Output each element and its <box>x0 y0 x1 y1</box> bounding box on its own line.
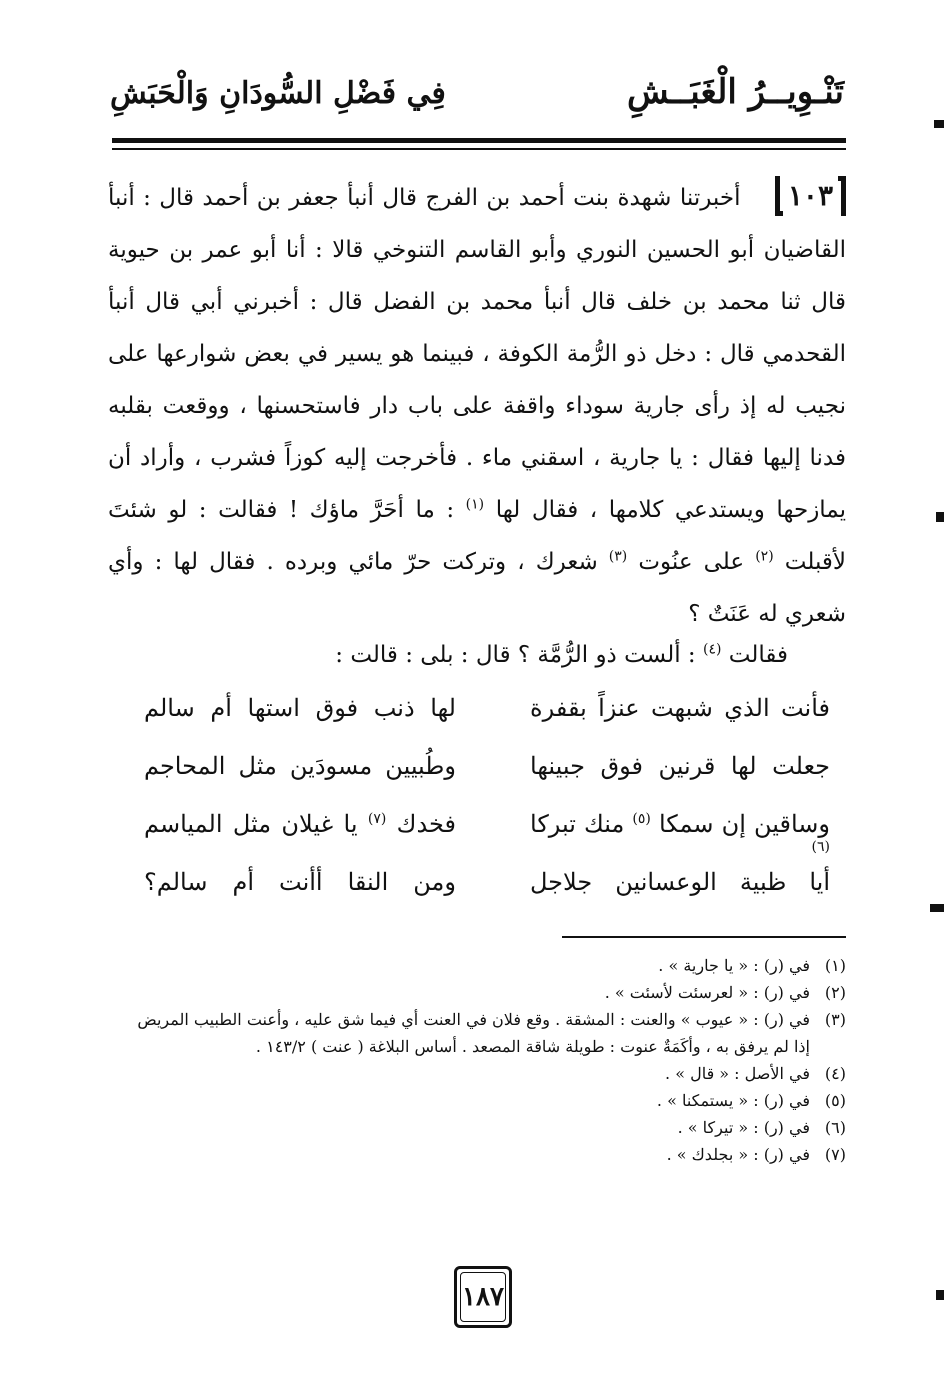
footnote-mark-7: (٧) <box>367 811 387 827</box>
scan-edge-mark <box>936 512 944 522</box>
page-number: ١٨٧ <box>454 1266 512 1328</box>
footnote-text: في (ر) : « بجلدك » . <box>666 1145 810 1164</box>
book-subtitle: فِي فَضْلِ السُّودَانِ وَالْحَبَشِ <box>110 76 446 111</box>
verse-text: وساقين إن سمكا <box>658 810 830 838</box>
poem-verse <box>120 752 830 810</box>
poem-verse <box>120 868 830 926</box>
footnote-text: في (ر) : « يا جارية » . <box>658 956 810 975</box>
paragraph-part-4: شعرك ، وتركت حرّ مائي وبرده . فقال لها : وأي شعري له عَنَتٌ ؟ <box>108 549 846 627</box>
verse-text: فخدك <box>396 810 456 838</box>
poem-intro-start: فقالت <box>728 642 788 668</box>
footnote-mark-4: (٤) <box>702 641 722 658</box>
verse-second-hemistich <box>144 810 456 838</box>
verse-text: منك تبركا <box>530 810 625 838</box>
footnote <box>120 1060 846 1087</box>
footnote-number: (٣) <box>824 1010 846 1029</box>
scan-edge-mark <box>930 904 944 912</box>
scan-edge-mark <box>936 1290 944 1300</box>
verse-first-hemistich <box>530 810 830 866</box>
verse-first-hemistich: أيا ظبية الوعسانين جلاجل <box>530 868 830 896</box>
scan-edge-mark <box>934 120 944 128</box>
poem-verse <box>120 810 830 868</box>
header-rule-thin <box>112 148 846 150</box>
footnote <box>120 1006 846 1060</box>
footnote <box>120 1141 846 1168</box>
footnote-number: (٤) <box>824 1064 846 1083</box>
footnote <box>120 1114 846 1141</box>
book-title: تَنْـوِيــرُ الْغَبَــشِ <box>627 72 844 112</box>
footnotes <box>120 952 846 1168</box>
verse-second-hemistich: ومن النقا أأنت أم سالم؟ <box>144 868 456 896</box>
verse-first-hemistich: جعلت لها قرنين فوق جبينها <box>530 752 830 780</box>
footnote-text: في (ر) : « لعرسئت لأسئت » . <box>604 983 810 1002</box>
footnote-text: في الأصل : « قال » . <box>665 1064 810 1083</box>
poem-intro <box>335 642 788 668</box>
poem-verse <box>120 694 830 752</box>
header-rule-thick <box>112 138 846 143</box>
verse-second-hemistich: لها ذنب فوق استها أم سالم <box>144 694 456 722</box>
poem <box>120 694 830 926</box>
footnote <box>120 952 846 979</box>
entry-paragraph <box>108 172 846 640</box>
footnote-mark-5: (٥) <box>632 811 651 827</box>
paragraph-part-3: على عنُوت <box>638 549 745 575</box>
footnote-mark-1: (١) <box>465 496 485 513</box>
footnote-mark-6: (٦) <box>811 839 830 855</box>
footnote <box>120 1087 846 1114</box>
footnote-number: (٢) <box>824 983 846 1002</box>
footnote-number: (١) <box>824 956 846 975</box>
entry-number: ١٠٣ <box>775 176 846 216</box>
footnote-mark-3: (٣) <box>608 548 628 565</box>
poem-intro-rest: : ألست ذو الرُّمَّة ؟ قال : بلى : قالت : <box>335 642 696 668</box>
paragraph-part-2: : ما أحَرَّ ماؤك ! فقالت : لو شئتَ لأقبلت <box>108 497 847 575</box>
footnote-number: (٦) <box>824 1118 846 1137</box>
verse-second-hemistich: وطُبيين مسودَين مثل المحاجم <box>144 752 456 780</box>
verse-first-hemistich: فأنت الذي شبهت عنزاً بقفرة <box>530 694 830 722</box>
footnote-text: في (ر) : « يستمكنا » . <box>656 1091 810 1110</box>
footnote-number: (٥) <box>824 1091 846 1110</box>
footnote-number: (٧) <box>824 1145 846 1164</box>
footnote-text: في (ر) : « تيركا » . <box>677 1118 810 1137</box>
verse-text: يا غيلان مثل المياسم <box>144 810 358 838</box>
footnote-separator <box>562 936 846 938</box>
footnote-mark-2: (٢) <box>755 548 774 565</box>
footnote <box>120 979 846 1006</box>
paragraph-part-1: أخبرتنا شهدة بنت أحمد بن الفرج قال أنبأ جعفر بن أحمد قال : أنبأ القاضيان أبو الحسين النوري وأبو القاسم التنوخي قالا : أنا أبو عمر بن حيوية قال ثنا محمد بن خلف قال أنبأ محمد بن الفضل قال : أخبرني أبي قال أنبأ القحدمي قال : دخل ذو الرُّمة الكوفة ، فبينما هو يسير في بعض شوارعها على نجيب له إذ رأى جارية سوداء واقفة على باب دار فاستحسنها ، ووقعت بقلبه فدنا إليها فقال : يا جارية ، اسقني ماء . فأخرجت إليه كوزاً فشرب ، وأراد أن يمازحها ويستدعي كلامها ، فقال لها <box>108 185 847 523</box>
footnote-text: في (ر) : « عيوب » والعنت : المشقة . وقع فلان في العنت أي فيما شق عليه ، وأعنت الطبيب المريض إذا لم يرفق به ، وأكَمَةٌ عنوت : طويلة شاقة المصعد . أساس البلاغة ( عنت ) ١٤٣/٢ . <box>137 1010 810 1056</box>
